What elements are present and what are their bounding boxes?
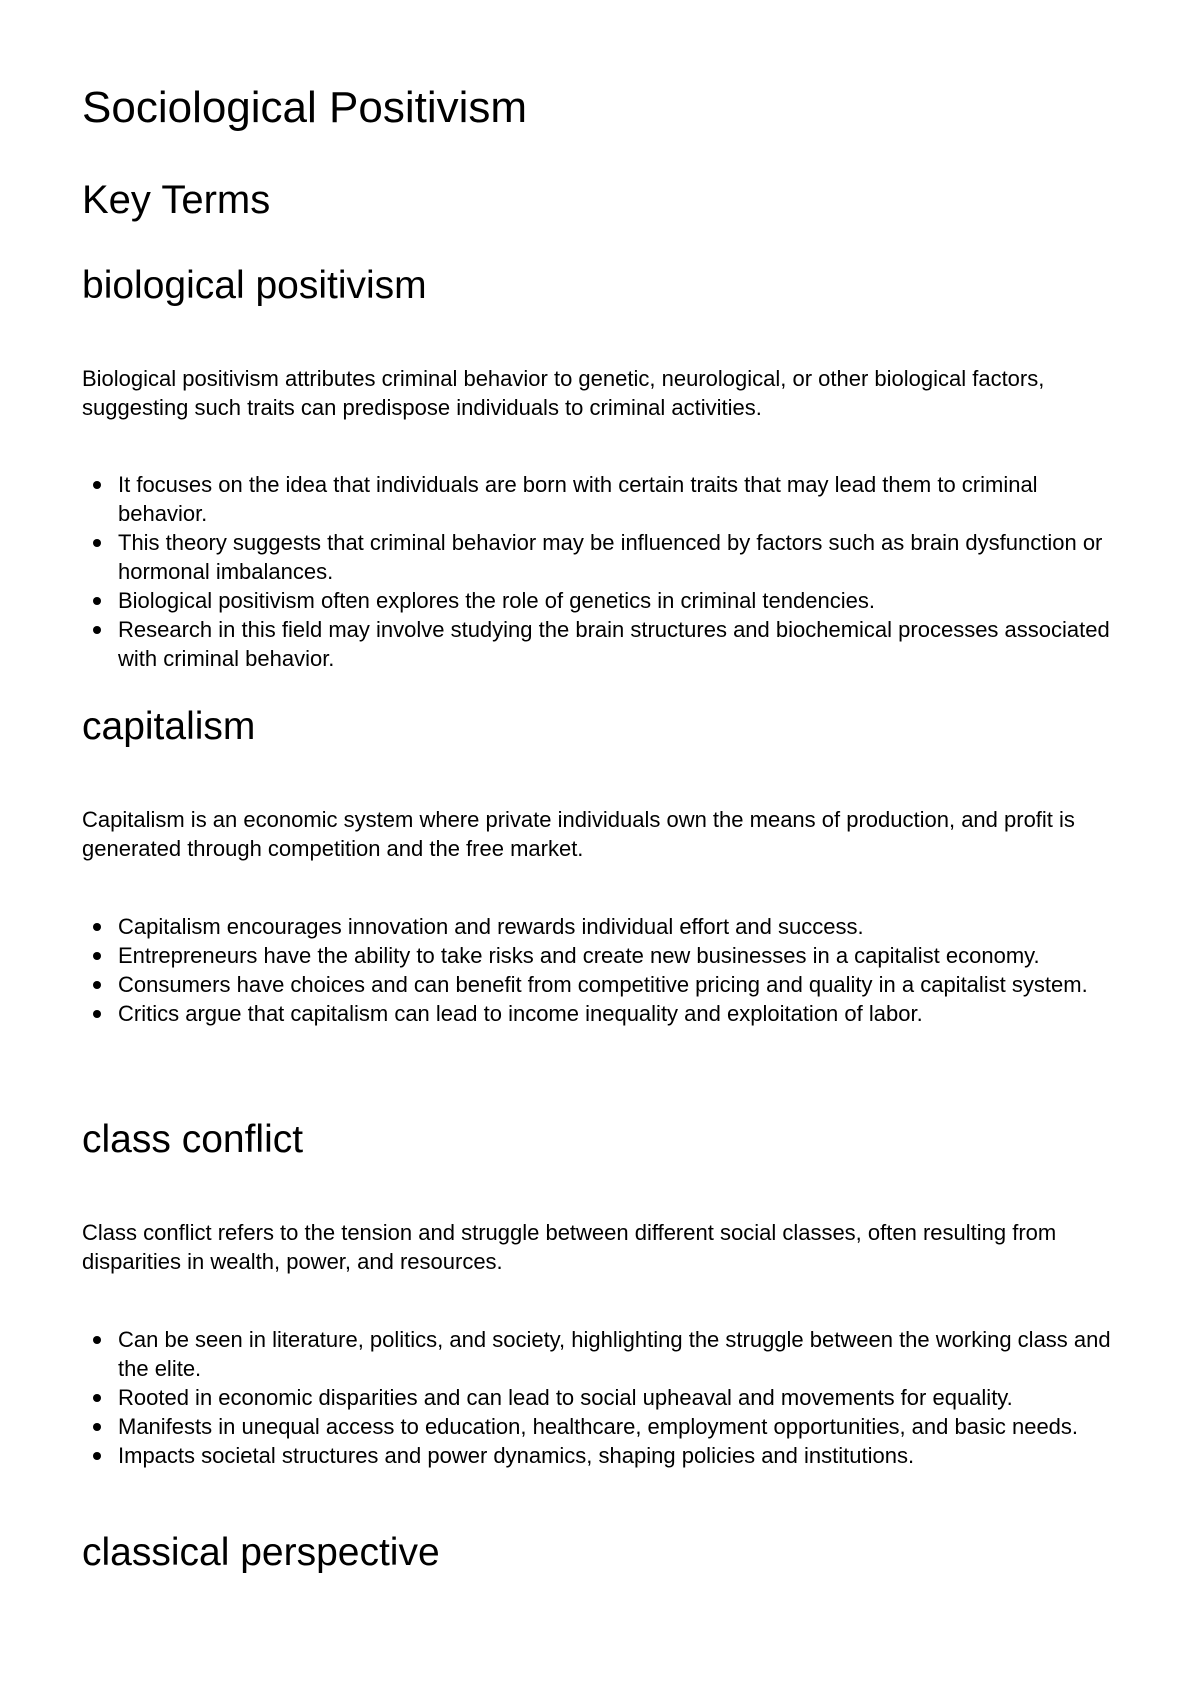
bullet-icon [93, 923, 101, 931]
list-item [82, 999, 1122, 1028]
bullet-icon [93, 1010, 101, 1018]
list-item-text: Biological positivism often explores the role of genetics in criminal tendencies. [118, 588, 875, 613]
term-bullets-capitalism [82, 912, 1122, 1028]
document-title: Sociological Positivism [82, 83, 528, 132]
term-definition-class-conflict: Class conflict refers to the tension and struggle between different social classes, often resulting from disparities in wealth, power, and resources. [82, 1220, 1057, 1274]
bullet-icon [93, 952, 101, 960]
list-item [82, 1383, 1122, 1412]
list-item [82, 1325, 1122, 1383]
list-item [82, 970, 1122, 999]
list-item [82, 586, 1122, 615]
key-terms-heading: Key Terms [82, 178, 271, 222]
term-definition-capitalism: Capitalism is an economic system where private individuals own the means of production, and profit is generated through competition and the free market. [82, 807, 1075, 861]
list-item-text: Can be seen in literature, politics, and society, highlighting the struggle between the working class and the elite. [118, 1327, 1111, 1381]
list-item [82, 1441, 1122, 1470]
list-item [82, 912, 1122, 941]
list-item-text: Manifests in unequal access to education, healthcare, employment opportunities, and basic needs. [118, 1414, 1079, 1439]
bullet-icon [93, 981, 101, 989]
term-bullets-biological-positivism [82, 470, 1122, 673]
bullet-icon [93, 1423, 101, 1431]
term-heading-class-conflict: class conflict [82, 1118, 304, 1161]
list-item-text: Capitalism encourages innovation and rewards individual effort and success. [118, 914, 864, 939]
bullet-icon [93, 481, 101, 489]
list-item-text: Entrepreneurs have the ability to take risks and create new businesses in a capitalist economy. [118, 943, 1040, 968]
bullet-icon [93, 539, 101, 547]
term-bullets-class-conflict [82, 1325, 1122, 1470]
term-definition-biological-positivism: Biological positivism attributes criminal behavior to genetic, neurological, or other biological factors, suggesting such traits can predispose individuals to criminal activities. [82, 366, 1045, 420]
bullet-icon [93, 626, 101, 634]
list-item-text: It focuses on the idea that individuals are born with certain traits that may lead them to criminal behavior. [118, 472, 1038, 526]
bullet-icon [93, 597, 101, 605]
list-item-text: Critics argue that capitalism can lead to income inequality and exploitation of labor. [118, 1001, 923, 1026]
list-item [82, 1412, 1122, 1441]
list-item-text: This theory suggests that criminal behavior may be influenced by factors such as brain dysfunction or hormonal imbalances. [118, 530, 1103, 584]
bullet-icon [93, 1394, 101, 1402]
term-heading-capitalism: capitalism [82, 705, 256, 748]
list-item [82, 941, 1122, 970]
term-heading-biological-positivism: biological positivism [82, 264, 427, 307]
list-item-text: Impacts societal structures and power dynamics, shaping policies and institutions. [118, 1443, 915, 1468]
bullet-icon [93, 1336, 101, 1344]
list-item-text: Rooted in economic disparities and can lead to social upheaval and movements for equality. [118, 1385, 1013, 1410]
list-item-text: Research in this field may involve studying the brain structures and biochemical processes associated with criminal behavior. [118, 617, 1110, 671]
list-item-text: Consumers have choices and can benefit from competitive pricing and quality in a capitalist system. [118, 972, 1088, 997]
list-item [82, 615, 1122, 673]
bullet-icon [93, 1452, 101, 1460]
list-item [82, 528, 1122, 586]
term-heading-classical-perspective: classical perspective [82, 1531, 440, 1574]
list-item [82, 470, 1122, 528]
